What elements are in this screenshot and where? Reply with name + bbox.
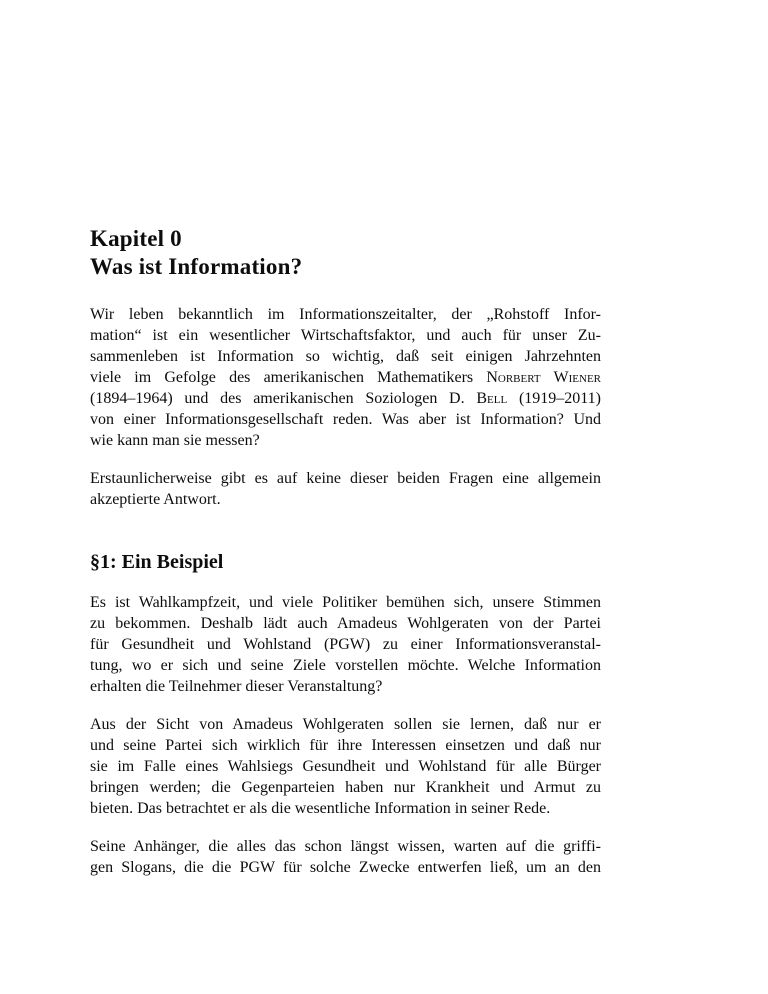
text-line: zu bekommen. Deshalb lädt auch Amadeus Wohlgeraten von der Partei [90,615,601,632]
text-line: und seine Partei sich wirklich für ihre Interessen einsetzen und daß nur [90,737,601,754]
text-line: erhalten die Teilnehmer dieser Veranstaltung? [90,678,383,695]
text-line: gen Slogans, die die PGW für solche Zwecke entwerfen ließ, um an den [90,859,601,876]
small-caps-name: Norbert Wiener [486,369,601,386]
paragraph-intro [90,304,601,451]
text-line: mation“ ist ein wesentlicher Wirtschaftsfaktor, und auch für unser Zu- [90,327,601,344]
text-line: sammenleben ist Information so wichtig, daß seit einigen Jahrzehnten [90,348,601,365]
text-line: bieten. Das betrachtet er als die wesentliche Information in seiner Rede. [90,800,551,817]
text-line: akzeptierte Antwort. [90,491,221,508]
text-line: Wir leben bekanntlich im Informationszeitalter, der „Rohstoff Infor- [90,306,601,323]
page-content [90,225,601,895]
text-line: sie im Falle eines Wahlsiegs Gesundheit und Wohlstand für alle Bürger [90,758,601,775]
text-line: (1894–1964) und des amerikanischen Soziologen D. Bell (1919–2011) [90,390,602,407]
text-line: tung, wo er sich und seine Ziele vorstellen möchte. Welche Information [90,657,601,674]
text-line: von einer Informationsgesellschaft reden. Was aber ist Information? Und [90,411,601,428]
paragraph-example-followers [90,836,601,878]
small-caps-name: Bell [476,390,508,407]
paragraph-no-accepted-answer [90,468,601,510]
text-line: Es ist Wahlkampfzeit, und viele Politiker bemühen sich, unsere Stimmen [90,594,601,611]
text-line: für Gesundheit und Wohlstand (PGW) zu einer Informationsveranstal- [90,636,601,653]
chapter-title [90,225,601,281]
text-line: Erstaunlicherweise gibt es auf keine dieser beiden Fragen eine allgemein [90,470,601,487]
text-line: viele im Gefolge des amerikanischen Mathematikers Norbert Wiener [90,369,601,386]
chapter-name: Was ist Information? [90,254,303,279]
chapter-number: Kapitel 0 [90,226,182,251]
text-line: wie kann man sie messen? [90,432,260,449]
text-line: Seine Anhänger, die alles das schon längst wissen, warten auf die griffi- [90,838,601,855]
paragraph-example-speaker-view [90,714,601,819]
paragraph-example-setup [90,592,601,697]
text-line: bringen werden; die Gegenparteien haben nur Krankheit und Armut zu [90,779,601,796]
text-line: Aus der Sicht von Amadeus Wohlgeraten sollen sie lernen, daß nur er [90,716,601,733]
section-heading: §1: Ein Beispiel [90,551,224,573]
